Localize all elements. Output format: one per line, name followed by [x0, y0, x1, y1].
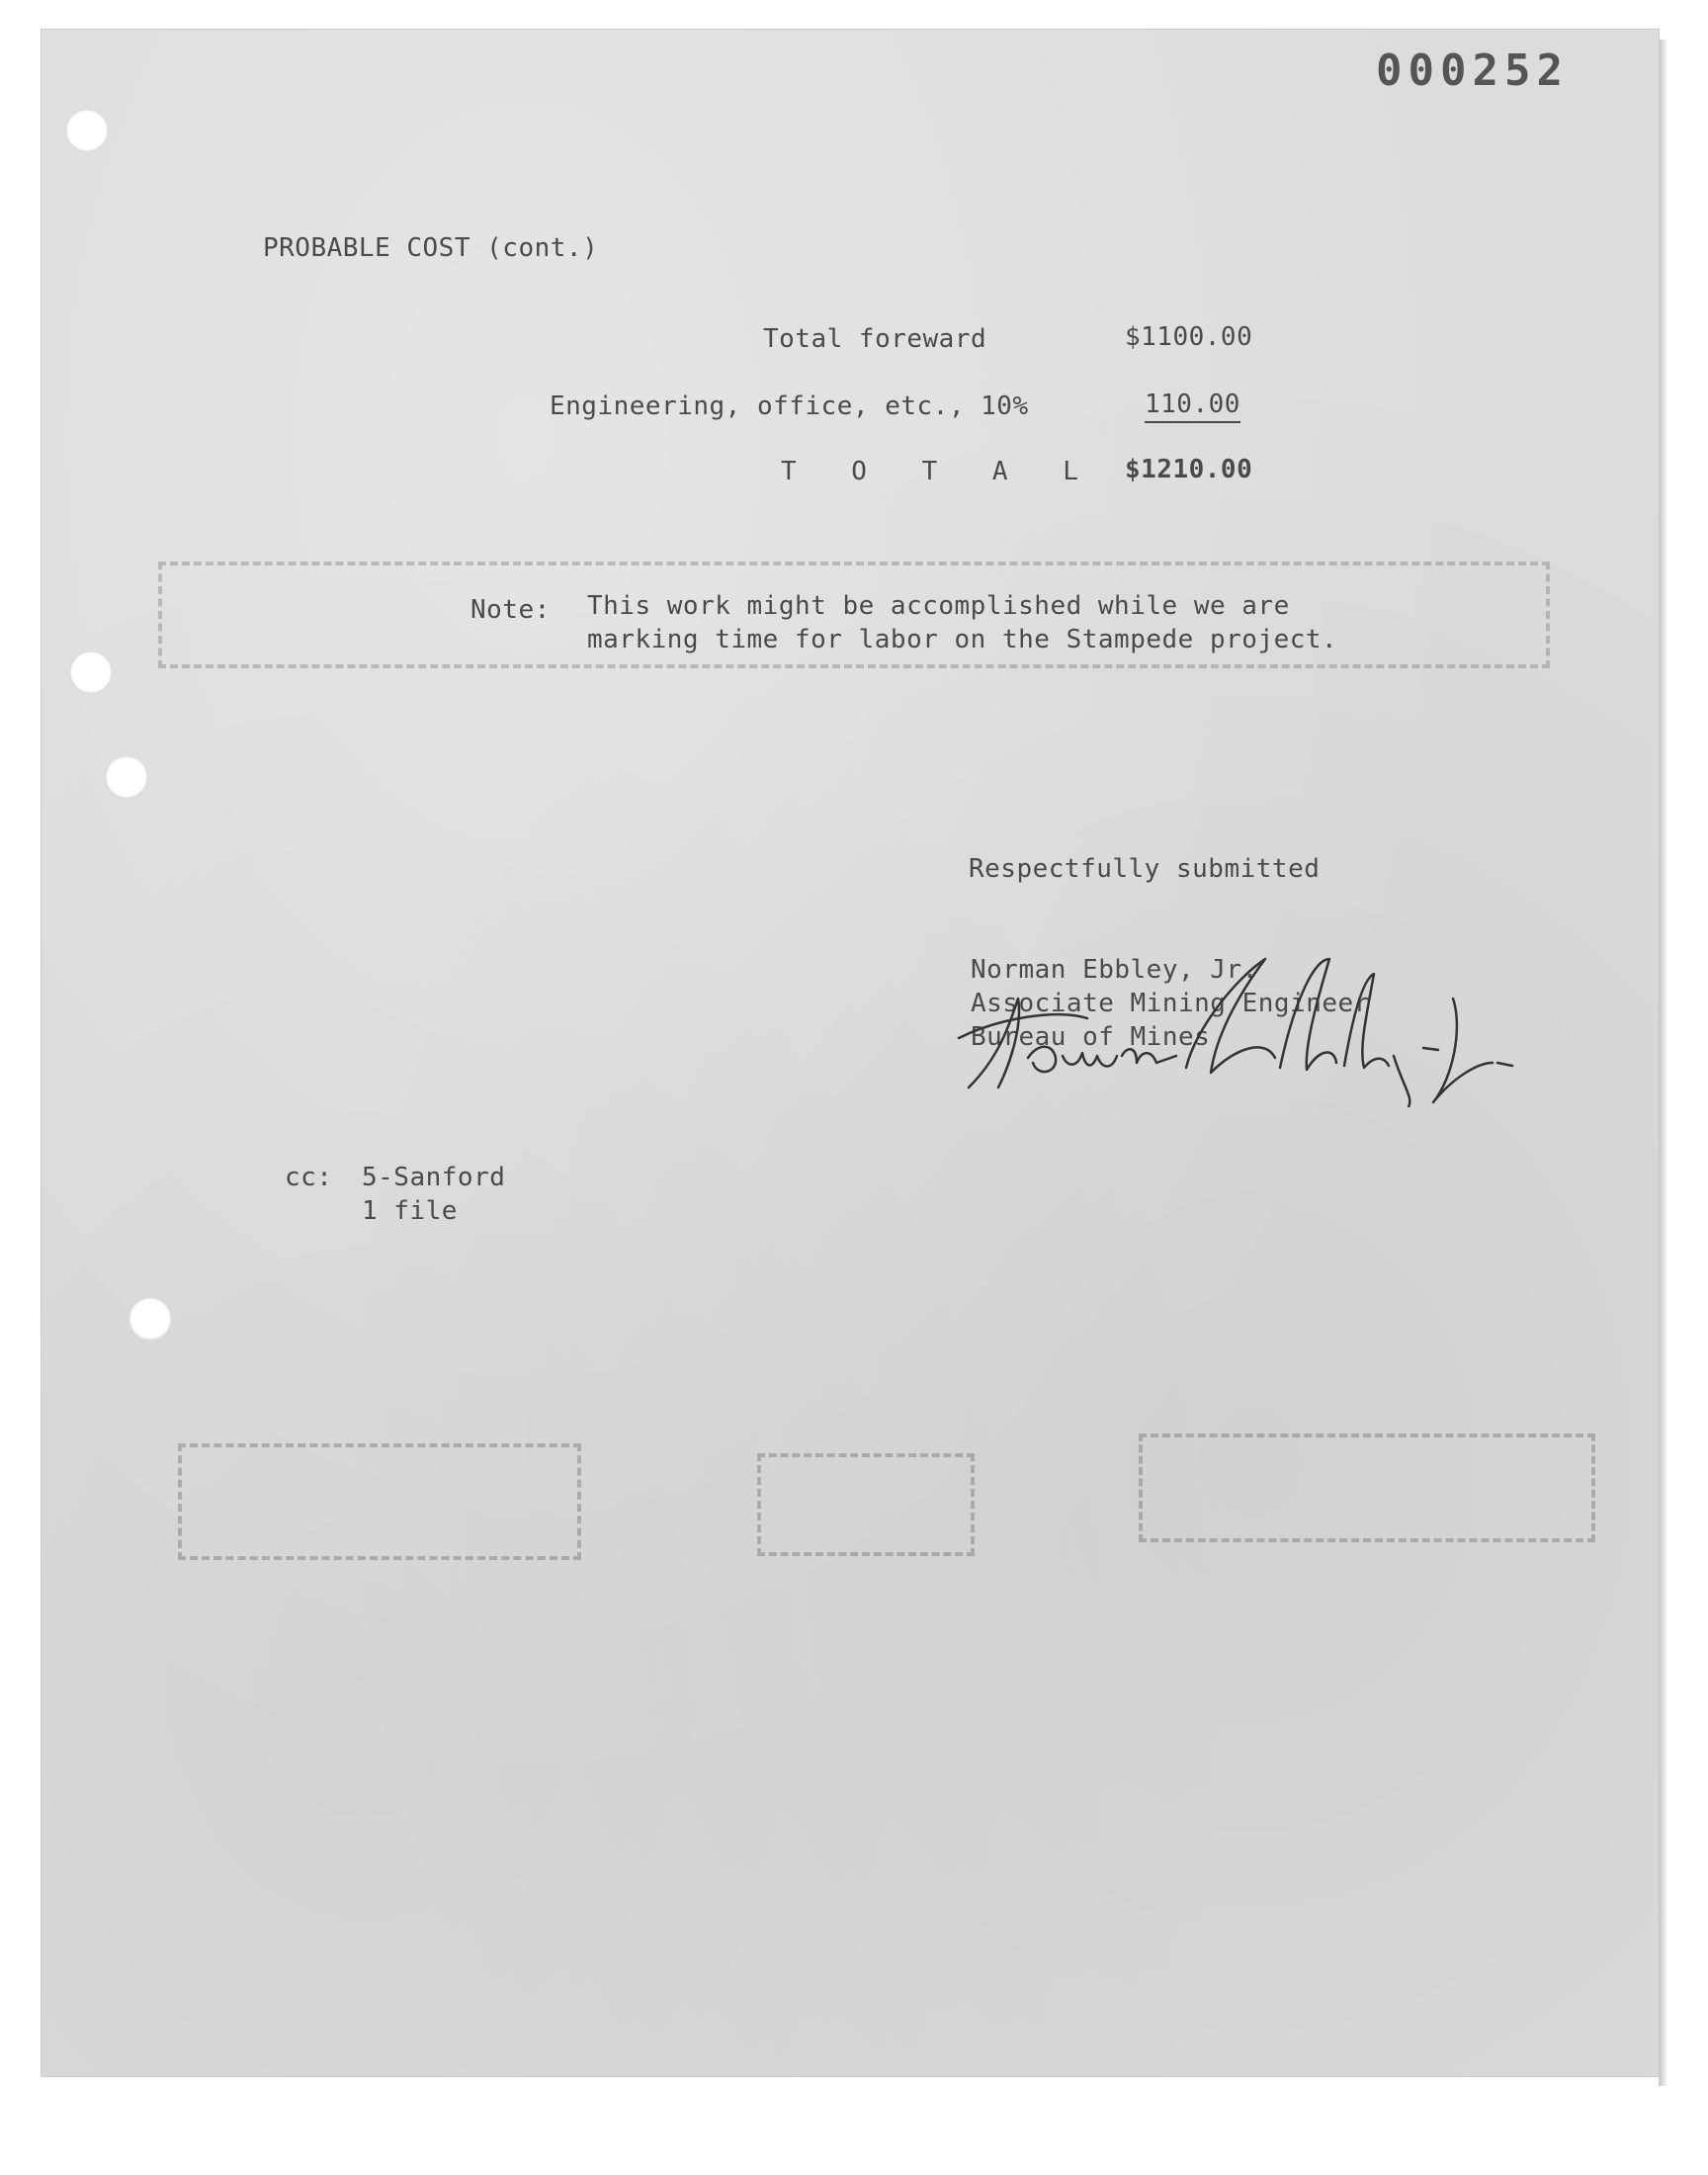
cc-label: cc: — [285, 1163, 333, 1192]
signer-name: Norman Ebbley, Jr. — [971, 955, 1258, 985]
punch-hole — [128, 1297, 172, 1341]
cost-total-amount: $1210.00 — [1125, 455, 1253, 484]
note-line: This work might be accomplished while we are — [587, 591, 1290, 621]
cc-line: 1 file — [362, 1196, 458, 1226]
bleed-through-box — [178, 1443, 581, 1560]
section-heading: PROBABLE COST (cont.) — [263, 233, 599, 263]
cost-row-label: Engineering, office, etc., 10% — [550, 392, 1029, 421]
cc-line: 5-Sanford — [362, 1163, 506, 1192]
cost-row-amount: 110.00 — [1145, 390, 1240, 423]
closing-line: Respectfully submitted — [969, 854, 1321, 884]
cost-total-label: T O T A L — [781, 457, 1098, 486]
handwritten-signature — [939, 939, 1532, 1107]
cost-row-amount: $1100.00 — [1125, 322, 1253, 352]
paper-edge-shadow — [1659, 40, 1666, 2086]
bleed-through-box — [1139, 1434, 1595, 1542]
punch-hole — [69, 651, 113, 694]
signer-organization: Bureau of Mines — [971, 1022, 1211, 1052]
signer-title: Associate Mining Engineer — [971, 989, 1370, 1018]
punch-hole — [105, 755, 148, 799]
bleed-through-box — [757, 1453, 975, 1556]
cost-row-label: Total foreward — [763, 324, 987, 354]
note-line: marking time for labor on the Stampede project. — [587, 625, 1338, 654]
punch-hole — [65, 109, 109, 152]
note-label: Note: — [470, 595, 551, 625]
signature-text: Norman Ebbley Jr. — [939, 939, 947, 940]
page-number-stamp: 000252 — [1376, 45, 1569, 96]
